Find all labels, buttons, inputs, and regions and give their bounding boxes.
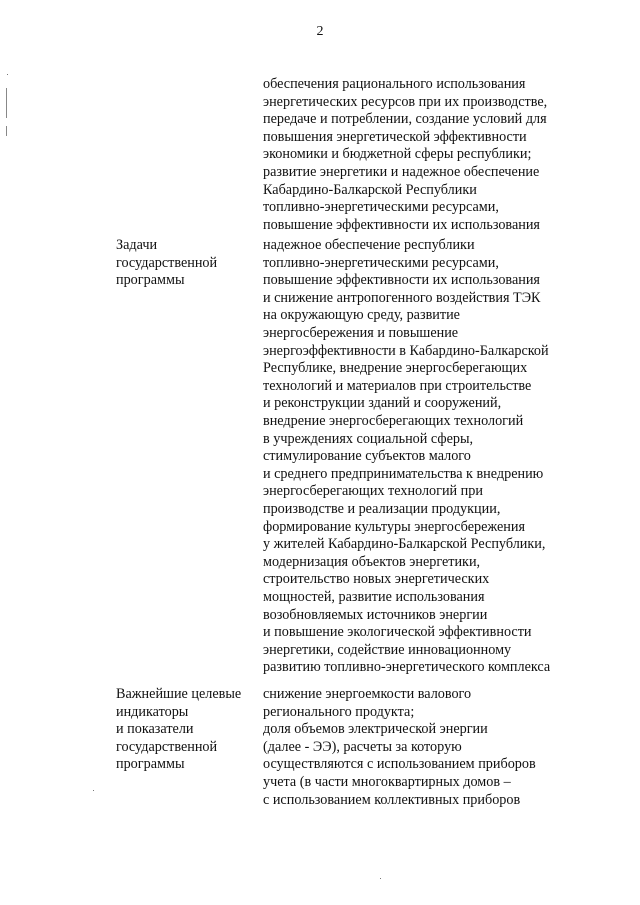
indicators-label-line: Важнейшие целевые (116, 686, 242, 702)
continuation-line: Кабардино-Балкарской Республики (263, 181, 477, 198)
tasks-text-line: топливно-энергетическими ресурсами, (263, 254, 499, 271)
indicators-label-line: программы (116, 756, 185, 773)
tasks-text-line: модернизация объектов энергетики, (263, 553, 481, 570)
continuation-line: повышение эффективности их использования (263, 216, 540, 233)
indicators-text-line: снижение энергоемкости валового (263, 686, 472, 702)
scan-speck (7, 74, 8, 75)
tasks-text-line: надежное обеспечение республики (263, 237, 475, 253)
indicators-text-line: с использованием коллективных приборов (263, 791, 521, 808)
tasks-text-line: и среднего предпринимательства к внедрению (263, 465, 544, 482)
indicators-text-line: доля объемов электрической энергии (263, 721, 488, 738)
page-number: 2 (316, 24, 324, 39)
tasks-label-line: Задачи (116, 237, 158, 253)
tasks-text-line: у жителей Кабардино-Балкарской Республики, (263, 536, 546, 553)
tasks-text-line: повышение эффективности их использования (263, 272, 540, 289)
tasks-text-line: технологий и материалов при строительстве (263, 377, 532, 394)
tasks-text-line: энергетики, содействие инновационному (263, 641, 512, 658)
continuation-line: повышения энергетической эффективности (263, 128, 527, 145)
continuation-line: топливно-энергетическими ресурсами, (263, 199, 499, 216)
tasks-text-line: и повышение экологической эффективности (263, 624, 532, 641)
indicators-text-line: регионального продукта; (263, 703, 415, 720)
scan-speck (380, 878, 381, 879)
continuation-line: экономики и бюджетной сферы республики; (263, 146, 532, 163)
tasks-text-line: стимулирование субъектов малого (263, 448, 471, 465)
indicators-text-line: (далее - ЭЭ), расчеты за которую (263, 738, 462, 755)
tasks-text-line: и снижение антропогенного воздействия ТЭК (263, 289, 541, 306)
tasks-text-line: формирование культуры энергосбережения (263, 518, 526, 535)
tasks-label-line: программы (116, 272, 185, 289)
continuation-line: обеспечения рационального использования (263, 76, 526, 92)
tasks-text-line: Республике, внедрение энергосберегающих (263, 360, 528, 377)
tasks-text-line: на окружающую среду, развитие (263, 307, 460, 324)
indicators-text-line: осуществляются с использованием приборов (263, 756, 536, 773)
tasks-text-line: в учреждениях социальной сферы, (263, 430, 474, 447)
tasks-text-line: внедрение энергосберегающих технологий (263, 413, 524, 429)
tasks-text-line: энергосберегающих технологий при (263, 483, 483, 500)
tasks-label-line: государственной (116, 254, 218, 271)
margin-mark (6, 126, 7, 136)
continuation-line: энергетических ресурсов при их производстве, (263, 93, 548, 110)
tasks-text-line: и реконструкции зданий и сооружений, (263, 395, 502, 412)
margin-mark (6, 88, 7, 118)
tasks-text-line: развитию топливно-энергетического комплекса (263, 659, 551, 676)
indicators-label-line: государственной (116, 738, 218, 755)
continuation-line: развитие энергетики и надежное обеспечение (263, 164, 540, 180)
continuation-line: передаче и потреблении, создание условий для (263, 111, 547, 128)
tasks-text-line: возобновляемых источников энергии (263, 606, 488, 623)
tasks-text-line: строительство новых энергетических (263, 571, 490, 588)
scan-speck (93, 790, 94, 791)
indicators-label-line: и показатели (116, 721, 194, 738)
tasks-text-line: производстве и реализации продукции, (263, 501, 501, 517)
indicators-label-line: индикаторы (116, 703, 189, 720)
tasks-text-line: энергоэффективности в Кабардино-Балкарской (263, 342, 549, 359)
tasks-text-line: мощностей, развитие использования (263, 589, 485, 605)
tasks-text-line: энергосбережения и повышение (263, 325, 459, 341)
indicators-text-line: учета (в части многоквартирных домов – (263, 774, 511, 790)
